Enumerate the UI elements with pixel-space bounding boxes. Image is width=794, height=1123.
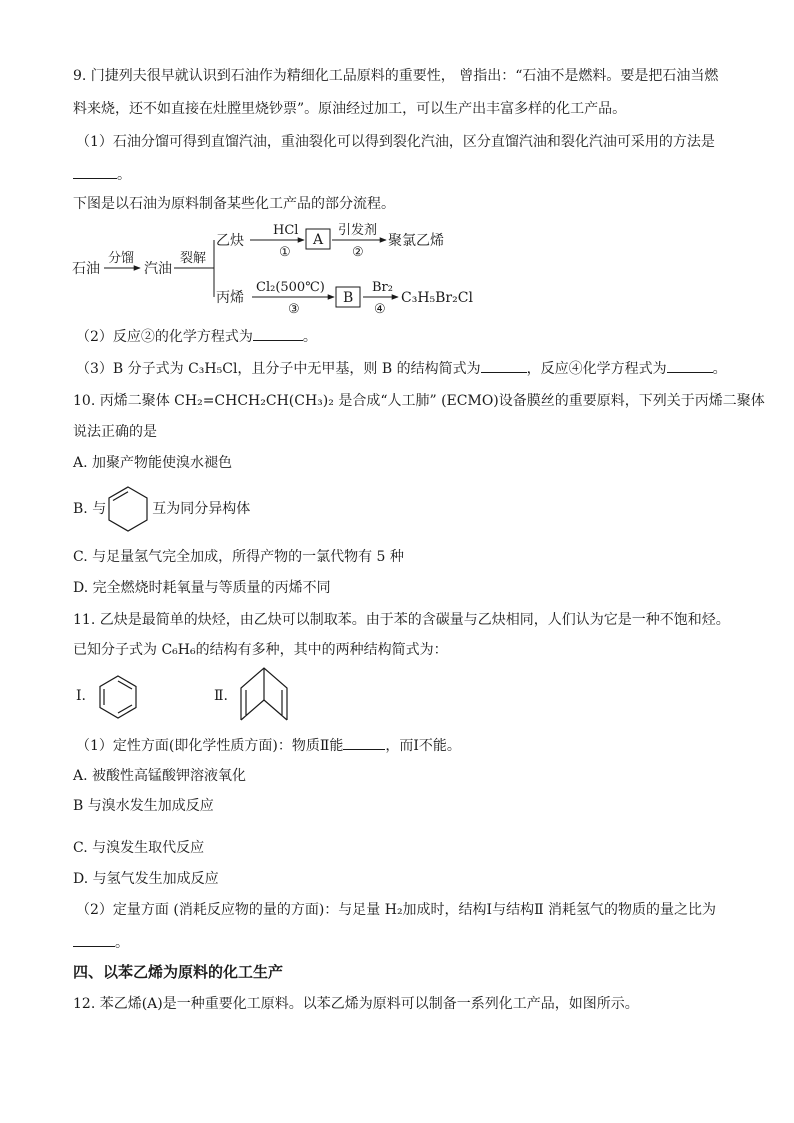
- answer-blank[interactable]: [253, 326, 303, 341]
- q9-part1: （1）石油分馏可得到直馏汽油，重油裂化可以得到裂化汽油，区分直馏汽油和裂化汽油可采用的方法是: [76, 134, 715, 150]
- q11-part2-answer: 。: [73, 932, 129, 953]
- flow-step1: ①: [279, 245, 291, 260]
- q9-stem-line2: 料来烧，还不如直接在灶膛里烧钞票”。原油经过加工，可以生产出丰富多样的化工产品。: [73, 101, 627, 117]
- answer-blank[interactable]: [667, 358, 713, 373]
- q12-stem-line1: 12. 苯乙烯(A)是一种重要化工原料。以苯乙烯为原料可以制备一系列化工产品，如图所示。: [73, 996, 639, 1012]
- flow-hcl-label: HCl: [273, 223, 299, 238]
- answer-blank[interactable]: [73, 164, 117, 179]
- section-heading: 四、以苯乙烯为原料的化工生产: [73, 963, 284, 981]
- q11-option-d[interactable]: D. 与氢气发生加成反应: [73, 871, 219, 887]
- answer-blank[interactable]: [481, 358, 527, 373]
- answer-blank[interactable]: [73, 932, 115, 947]
- q9-part3: （3）B 分子式为 C₃H₅Cl，且分子中无甲基，则 B 的结构简式为 ，反应④化学方程式为 。: [76, 358, 727, 379]
- answer-blank[interactable]: [343, 735, 385, 750]
- q10-option-a[interactable]: A. 加聚产物能使溴水褪色: [73, 455, 233, 471]
- q11-option-b[interactable]: B 与溴水发生加成反应: [73, 798, 214, 814]
- petroleum-flowchart: [70, 218, 490, 318]
- q10-stem-line1: 10. 丙烯二聚体 CH₂=CHCH₂CH(CH₃)₂ 是合成“人工肺” (ECMO)设备膜丝的重要原料，下列关于丙烯二聚体: [73, 393, 765, 409]
- q11-structure-label-1: Ⅰ.: [76, 688, 86, 704]
- q11-option-c[interactable]: C. 与溴发生取代反应: [73, 840, 205, 856]
- q11-part1: （1）定性方面(即化学性质方面)：物质Ⅱ能 ，而Ⅰ不能。: [76, 735, 461, 756]
- q11-option-a[interactable]: A. 被酸性高锰酸钾溶液氧化: [73, 768, 247, 784]
- q11-structure-label-2: Ⅱ.: [214, 688, 228, 704]
- cyclohexene-structure: [104, 485, 152, 533]
- flow-crack-label: 裂解: [180, 251, 207, 266]
- flow-propene: 丙烯: [216, 290, 244, 306]
- flow-fractionate-label: 分馏: [108, 251, 135, 266]
- flow-gasoline: 汽油: [144, 261, 172, 277]
- flow-product: C₃H₅Br₂Cl: [401, 290, 473, 306]
- flow-step4: ④: [374, 302, 386, 317]
- flow-step2: ②: [352, 245, 364, 260]
- flow-box-a-label: A: [313, 232, 324, 248]
- flow-acetylene: 乙炔: [216, 233, 244, 249]
- q11-stem-line2: 已知分子式为 C₆H₆的结构有多种，其中的两种结构简式为：: [73, 642, 448, 658]
- benzene-structure: [97, 674, 139, 720]
- flow-cl2-label: Cl₂(500℃): [256, 280, 325, 295]
- q9-part1-answer: 。: [73, 164, 131, 185]
- q11-stem-line1: 11. 乙炔是最简单的炔烃，由乙炔可以制取苯。由于苯的含碳量与乙炔相同，人们认为它是一种不饱和烃。: [73, 612, 730, 628]
- q10-stem-line2: 说法正确的是: [73, 424, 157, 440]
- q10-option-c[interactable]: C. 与足量氢气完全加成，所得产物的一氯代物有 5 种: [73, 549, 404, 565]
- flow-br2-label: Br₂: [372, 280, 393, 295]
- q9-stem-line1: 9. 门捷列夫很早就认识到石油作为精细化工品原料的重要性， 曾指出：“石油不是燃料。要是把石油当燃: [73, 68, 719, 84]
- q10-option-d[interactable]: D. 完全燃烧时耗氧量与等质量的丙烯不同: [73, 580, 331, 596]
- flow-box-b-label: B: [343, 290, 354, 306]
- q9-part2: （2）反应②的化学方程式为 。: [76, 326, 317, 347]
- q11-part2: （2）定量方面 (消耗反应物的量的方面)：与足量 H₂加成时，结构Ⅰ与结构Ⅱ 消耗氢气的物质的量之比为: [76, 902, 717, 918]
- q9-flow-intro: 下图是以石油为原料制备某些化工产品的部分流程。: [73, 196, 395, 212]
- flow-pvc: 聚氯乙烯: [388, 233, 444, 249]
- flow-oil: 石油: [72, 261, 100, 277]
- q10-option-b[interactable]: B. 与 互为同分异构体: [73, 501, 251, 517]
- flow-initiator-label: 引发剂: [338, 223, 378, 238]
- dewar-benzene-structure: [236, 664, 292, 726]
- flow-step3: ③: [288, 302, 300, 317]
